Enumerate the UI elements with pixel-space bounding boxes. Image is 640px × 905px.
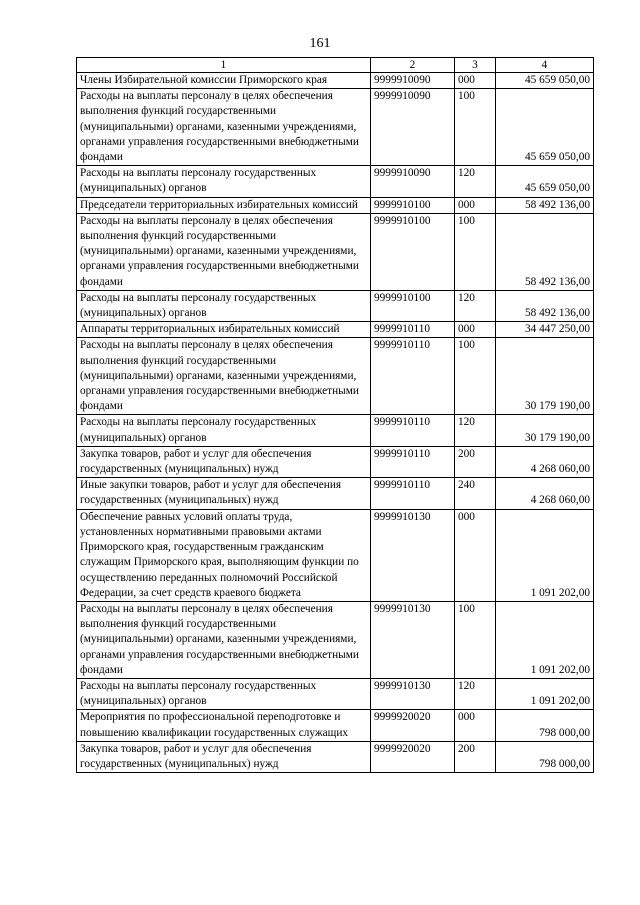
- row-amount-cell: 1 091 202,00: [496, 678, 594, 709]
- row-name-cell: Мероприятия по профессиональной переподготовке и повышению квалификации государственных служащих: [77, 710, 371, 741]
- row-amount-cell: 45 659 050,00: [496, 166, 594, 197]
- row-name-cell: Расходы на выплаты персоналу государственных (муниципальных) органов: [77, 678, 371, 709]
- row-type-cell: 200: [455, 741, 496, 772]
- row-code-cell: 9999910130: [371, 601, 455, 678]
- row-code-cell: 9999920020: [371, 741, 455, 772]
- page-number: 161: [309, 36, 331, 51]
- row-amount-cell: 798 000,00: [496, 710, 594, 741]
- row-code-cell: 9999910130: [371, 678, 455, 709]
- row-type-cell: 120: [455, 415, 496, 446]
- table-row: [77, 322, 594, 338]
- row-type-cell: 100: [455, 601, 496, 678]
- row-name-cell: Иные закупки товаров, работ и услуг для обеспечения государственных (муниципальных) нужд: [77, 478, 371, 509]
- row-code-cell: 9999910110: [371, 338, 455, 415]
- column-header: 4: [496, 58, 594, 73]
- table-row: [77, 197, 594, 213]
- table-row: [77, 213, 594, 290]
- row-code-cell: 9999910100: [371, 213, 455, 290]
- row-name-cell: Аппараты территориальных избирательных комиссий: [77, 322, 371, 338]
- row-code-cell: 9999910130: [371, 509, 455, 601]
- row-code-cell: 9999910090: [371, 89, 455, 166]
- row-type-cell: 100: [455, 213, 496, 290]
- row-amount-cell: 58 492 136,00: [496, 213, 594, 290]
- row-type-cell: 000: [455, 322, 496, 338]
- table-row: [77, 89, 594, 166]
- row-name-cell: Члены Избирательной комиссии Приморского края: [77, 73, 371, 89]
- table-header-row: [77, 58, 594, 73]
- row-name-cell: Закупка товаров, работ и услуг для обеспечения государственных (муниципальных) нужд: [77, 741, 371, 772]
- row-name-cell: Расходы на выплаты персоналу в целях обеспечения выполнения функций государственными (муниципальными) органами, казенными учреждениями, органами управления государственными внебюджетными фондами: [77, 213, 371, 290]
- row-amount-cell: 30 179 190,00: [496, 338, 594, 415]
- row-amount-cell: 1 091 202,00: [496, 601, 594, 678]
- row-name-cell: Председатели территориальных избирательных комиссий: [77, 197, 371, 213]
- row-type-cell: 000: [455, 197, 496, 213]
- table-row: [77, 338, 594, 415]
- row-type-cell: 120: [455, 166, 496, 197]
- table-row: [77, 73, 594, 89]
- table-row: [77, 710, 594, 741]
- table-row: [77, 601, 594, 678]
- row-type-cell: 000: [455, 710, 496, 741]
- column-header: 1: [77, 58, 371, 73]
- table-row: [77, 446, 594, 477]
- table-row: [77, 741, 594, 772]
- row-amount-cell: 798 000,00: [496, 741, 594, 772]
- row-code-cell: 9999910110: [371, 415, 455, 446]
- row-amount-cell: 4 268 060,00: [496, 478, 594, 509]
- row-amount-cell: 30 179 190,00: [496, 415, 594, 446]
- row-amount-cell: 1 091 202,00: [496, 509, 594, 601]
- row-amount-cell: 58 492 136,00: [496, 290, 594, 321]
- row-type-cell: 200: [455, 446, 496, 477]
- row-name-cell: Обеспечение равных условий оплаты труда, установленных нормативными правовыми актами Приморского края, государственным гражданским служащим Приморского края, выполняющим функции по осуществлению переданных полномочий Российской Федерации, за счет средств краевого бюджета: [77, 509, 371, 601]
- row-code-cell: 9999920020: [371, 710, 455, 741]
- row-code-cell: 9999910110: [371, 446, 455, 477]
- row-amount-cell: 34 447 250,00: [496, 322, 594, 338]
- row-type-cell: 000: [455, 509, 496, 601]
- table-row: [77, 290, 594, 321]
- row-type-cell: 100: [455, 338, 496, 415]
- row-name-cell: Закупка товаров, работ и услуг для обеспечения государственных (муниципальных) нужд: [77, 446, 371, 477]
- row-type-cell: 120: [455, 678, 496, 709]
- row-code-cell: 9999910110: [371, 478, 455, 509]
- row-amount-cell: 4 268 060,00: [496, 446, 594, 477]
- row-amount-cell: 45 659 050,00: [496, 89, 594, 166]
- row-type-cell: 120: [455, 290, 496, 321]
- row-code-cell: 9999910100: [371, 197, 455, 213]
- row-type-cell: 240: [455, 478, 496, 509]
- table-row: [77, 678, 594, 709]
- table-row: [77, 166, 594, 197]
- row-name-cell: Расходы на выплаты персоналу государственных (муниципальных) органов: [77, 290, 371, 321]
- row-amount-cell: 58 492 136,00: [496, 197, 594, 213]
- budget-table: [76, 57, 594, 773]
- row-type-cell: 000: [455, 73, 496, 89]
- row-code-cell: 9999910090: [371, 73, 455, 89]
- row-type-cell: 100: [455, 89, 496, 166]
- row-code-cell: 9999910100: [371, 290, 455, 321]
- table-row: [77, 478, 594, 509]
- row-amount-cell: 45 659 050,00: [496, 73, 594, 89]
- row-name-cell: Расходы на выплаты персоналу в целях обеспечения выполнения функций государственными (муниципальными) органами, казенными учреждениями, органами управления государственными внебюджетными фондами: [77, 601, 371, 678]
- row-name-cell: Расходы на выплаты персоналу в целях обеспечения выполнения функций государственными (муниципальными) органами, казенными учреждениями, органами управления государственными внебюджетными фондами: [77, 89, 371, 166]
- column-header: 2: [371, 58, 455, 73]
- row-name-cell: Расходы на выплаты персоналу государственных (муниципальных) органов: [77, 166, 371, 197]
- row-name-cell: Расходы на выплаты персоналу в целях обеспечения выполнения функций государственными (муниципальными) органами, казенными учреждениями, органами управления государственными внебюджетными фондами: [77, 338, 371, 415]
- row-name-cell: Расходы на выплаты персоналу государственных (муниципальных) органов: [77, 415, 371, 446]
- column-header: 3: [455, 58, 496, 73]
- row-code-cell: 9999910090: [371, 166, 455, 197]
- row-code-cell: 9999910110: [371, 322, 455, 338]
- table-row: [77, 415, 594, 446]
- table-row: [77, 509, 594, 601]
